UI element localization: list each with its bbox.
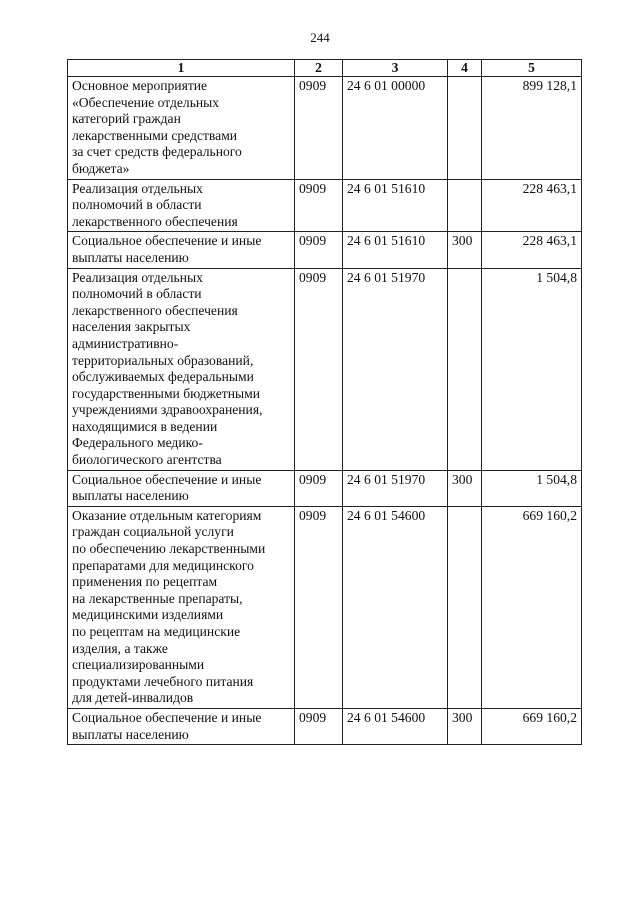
row-target-code: 24 6 01 00000: [343, 77, 448, 180]
header-col-3: 3: [343, 60, 448, 77]
row-section: 0909: [295, 268, 343, 470]
row-expense-type: [448, 268, 482, 470]
table-row: [68, 179, 582, 232]
row-expense-type: 300: [448, 232, 482, 268]
row-target-code: 24 6 01 51970: [343, 470, 448, 506]
row-expense-type: [448, 179, 482, 232]
row-amount: 669 160,2: [482, 708, 582, 744]
row-name: Социальное обеспечение и иные выплаты населению: [68, 232, 295, 268]
header-col-2: 2: [295, 60, 343, 77]
row-name: Оказание отдельным категориям граждан социальной услуги по обеспечению лекарственными препаратами для медицинского применения по рецептам на лекарственные препараты, медицинскими изделиями по рецептам на медицинские изделия, а также специализированными продуктами лечебного питания для детей-инвалидов: [68, 506, 295, 708]
row-expense-type: [448, 506, 482, 708]
table-row: [68, 77, 582, 180]
row-section: 0909: [295, 179, 343, 232]
header-col-5: 5: [482, 60, 582, 77]
row-target-code: 24 6 01 51610: [343, 179, 448, 232]
row-amount: 1 504,8: [482, 470, 582, 506]
header-col-4: 4: [448, 60, 482, 77]
table-row: [68, 470, 582, 506]
row-amount: 899 128,1: [482, 77, 582, 180]
row-expense-type: 300: [448, 708, 482, 744]
row-section: 0909: [295, 470, 343, 506]
row-section: 0909: [295, 708, 343, 744]
row-amount: 228 463,1: [482, 232, 582, 268]
row-target-code: 24 6 01 51610: [343, 232, 448, 268]
page-number: 244: [310, 30, 330, 45]
row-expense-type: 300: [448, 470, 482, 506]
table-row: [68, 268, 582, 470]
table-row: [68, 506, 582, 708]
row-name: Социальное обеспечение и иные выплаты населению: [68, 470, 295, 506]
row-amount: 228 463,1: [482, 179, 582, 232]
header-row: [68, 60, 582, 77]
row-amount: 669 160,2: [482, 506, 582, 708]
row-expense-type: [448, 77, 482, 180]
row-target-code: 24 6 01 54600: [343, 506, 448, 708]
table-row: [68, 708, 582, 744]
row-name: Реализация отдельных полномочий в области лекарственного обеспечения: [68, 179, 295, 232]
row-section: 0909: [295, 232, 343, 268]
row-amount: 1 504,8: [482, 268, 582, 470]
row-name: Реализация отдельных полномочий в области лекарственного обеспечения населения закрытых административно- территориальных образований, обслуживаемых федеральными государственными бюджетными учреждениями здравоохранения, находящимися в ведении Федерального медико- биологического агентства: [68, 268, 295, 470]
row-section: 0909: [295, 77, 343, 180]
budget-table: [67, 59, 582, 745]
header-col-1: 1: [68, 60, 295, 77]
table-row: [68, 232, 582, 268]
row-section: 0909: [295, 506, 343, 708]
row-name: Основное мероприятие «Обеспечение отдельных категорий граждан лекарственными средствами за счет средств федерального бюджета»: [68, 77, 295, 180]
row-target-code: 24 6 01 54600: [343, 708, 448, 744]
row-target-code: 24 6 01 51970: [343, 268, 448, 470]
row-name: Социальное обеспечение и иные выплаты населению: [68, 708, 295, 744]
